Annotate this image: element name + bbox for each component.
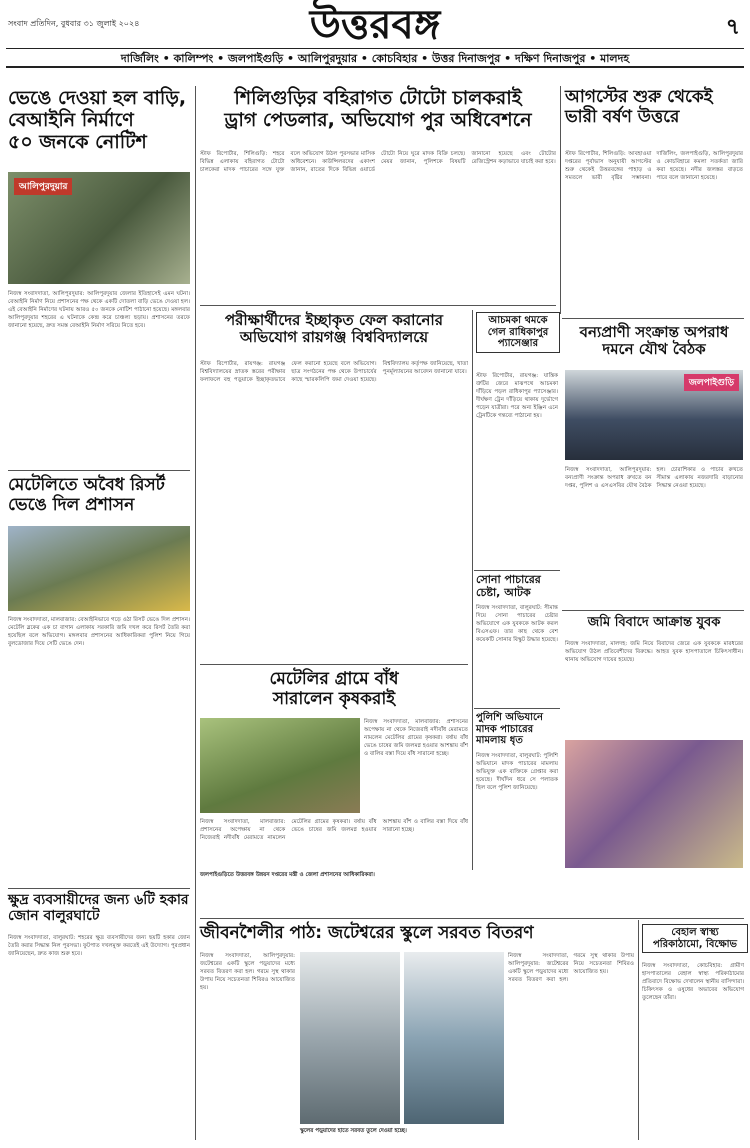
photo-meeting — [565, 740, 743, 868]
divider — [562, 318, 744, 319]
headline: বেহাল স্বাস্থ্য — [671, 927, 719, 938]
page-title: উত্তরবঙ্গ — [309, 2, 441, 48]
headline: বেআইনি নির্মাণে — [8, 108, 134, 131]
headline: মেটেলিতে অবৈধ রিসর্ট — [8, 475, 165, 495]
headline: অভিযোগ রায়গঞ্জ বিশ্ববিদ্যালয়ে — [239, 328, 429, 347]
article-body: নিজস্ব সংবাদদাতা, বালুরঘাট: শহরের ক্ষুদ্র ব্যবসায়ীদের জন্য ছয়টি হকার জোন তৈরি করার সিদ্ধান্ত নিল পুরসভা। ফুটপাত দখলমুক্ত করতেই এই উদ্যোগ। পুরপ্রধান জানিয়েছেন, দ্রুত কাজ শুরু হবে। — [8, 935, 190, 957]
headline: পুলিশি অভিযানে — [476, 712, 543, 723]
article-body: স্টাফ রিপোর্টার, রায়গঞ্জ: রায়গঞ্জ বিশ্ববিদ্যালয়ের স্নাতক স্তরের পরীক্ষার ফলাফলে বহু পড়ুয়াকে ইচ্ছাকৃতভাবে ফেল করানো হয়েছে বলে অভিযোগ। ছাত্র সংগঠনের পক্ষ থেকে উপাচার্যের কাছে স্মারকলিপি জমা দেওয়া হয়েছে। বিশ্ববিদ্যালয় কর্তৃপক্ষ জানিয়েছে, খাতা পুনর্মূল্যায়নের আবেদন জানানো যাবে। — [200, 361, 468, 383]
header-rule-bottom — [6, 66, 744, 68]
article-body: নিজস্ব সংবাদদাতা, আলিপুরদুয়ার: জটেশ্বরের একটি স্কুলে পড়ুয়াদের মধ্যে সরবত বিতরণ করা হল। গরমে সুস্থ থাকার উপায় নিয়ে সচেতনতা শিবিরও আয়োজিত হয়। — [508, 953, 634, 983]
headline: ভারী বর্ষণ উত্তরে — [565, 106, 680, 127]
article-toto — [200, 88, 556, 132]
article-body: স্টাফ রিপোর্টার, শিলিগুড়ি: আবহাওয়া দপ্তরের পূর্বাভাস অনুযায়ী আগস্টের শুরু থেকেই উত্তরবঙ্গের পাহাড় ও সমতলে ভারী বৃষ্টির সম্ভাবনা। দার্জিলিং, জলপাইগুড়ি, আলিপুরদুয়ার ও কোচবিহারে কমলা সতর্কতা জারি করা হয়েছে। নদীর জলস্তর বাড়তে পারে বলে জানানো হয়েছে। — [565, 151, 743, 181]
headline: পরিকাঠামো, বিক্ষোভ — [653, 938, 737, 950]
article-body: নিজস্ব সংবাদদাতা, আলিপুরদুয়ার: বন্যপ্রাণী সংক্রান্ত অপরাধ রুখতে বন দপ্তর, পুলিশ ও এসএসবির যৌথ বৈঠক হল। চোরাশিকার ও পাচার রুখতে সীমান্ত এলাকায় নজরদারি বাড়ানোর সিদ্ধান্ত নেওয়া হয়েছে। — [565, 467, 743, 489]
headline: ড্রাগ পেডলার, অভিযোগ পুর অধিবেশনে — [224, 108, 532, 131]
article-health — [642, 924, 748, 953]
article-body: নিজস্ব সংবাদদাতা, বালুরঘাট: পুলিশি অভিযানে মাদক পাচারের মামলায় অভিযুক্ত এক ব্যক্তিকে গ্রেপ্তার করা হয়েছে। দীর্ঘদিন ধরে সে পলাতক ছিল বলে পুলিশ জানিয়েছে। — [476, 753, 558, 791]
article-body: স্টাফ রিপোর্টার, রায়গঞ্জ: যান্ত্রিক ত্রুটির জেরে মাঝপথে আচমকা দাঁড়িয়ে পড়ল রাধিকাপুর প্যাসেঞ্জার। দীর্ঘক্ষণ ট্রেন দাঁড়িয়ে থাকায় দুর্ভোগে পড়েন যাত্রীরা। পরে অন্য ইঞ্জিন এনে ট্রেনটিকে গন্তব্যে পাঠানো হয়। — [476, 373, 558, 419]
headline: গেল রাধিকাপুর প্যাসেঞ্জার — [487, 326, 549, 349]
photo-resort — [8, 526, 190, 611]
article-wildlife — [565, 324, 743, 359]
divider — [474, 570, 560, 571]
divider — [200, 664, 468, 665]
photo-students-1 — [300, 952, 400, 1124]
divider — [8, 888, 190, 889]
article-body: নিজস্ব সংবাদদাতা, আলিপুরদুয়ার: আলিপুরদুয়ার জেলার ইতিহাসেই এমন ঘটনা। বেআইনি নির্মাণ নিয়ে প্রশাসনের পক্ষ থেকে একটি দোতলা বাড়ি ভেঙে দেওয়া হল। এই বেআইনি নির্মাণের ঘটনায় আরও ৫০ জনকে নোটিশ পাঠানো হয়েছে। মঙ্গলবার আলিপুরদুয়ার শহরের এ ঘটনাকে কেন্দ্র করে চাঞ্চল্য ছড়ায়। প্রশাসনের তরফে জানানো হয়েছে, দ্রুত সমস্ত বেআইনি নির্মাণ সরিয়ে নিতে হবে। — [8, 291, 190, 329]
headline: ভেঙে দিল প্রশাসন — [8, 494, 135, 515]
headline: মামলায় ধৃত — [476, 735, 523, 746]
column-divider — [560, 86, 561, 314]
headline: শিলিগুড়ির বহিরাগত টোটো চালকরাই — [234, 87, 522, 109]
location-tag: আলিপুরদুয়ার — [14, 178, 72, 195]
headline: পরীক্ষার্থীদের ইচ্ছাকৃত ফেল করানোর — [224, 311, 444, 329]
headline: মেটেলির গ্রামে বাঁধ — [269, 669, 399, 689]
photo-students-2 — [404, 952, 504, 1124]
article-exam — [200, 312, 468, 347]
photo-dam — [200, 718, 360, 813]
divider — [200, 918, 744, 919]
headline: ভেঙে দেওয়া হল বাড়ি, — [8, 87, 187, 109]
column-divider — [472, 310, 473, 870]
article-body: স্টাফ রিপোর্টার, শিলিগুড়ি: শহরে বিভিন্ন এলাকায় বহিরাগত টোটো চালকেরা মাদক পাচারের সঙ্গে যুক্ত বলে অভিযোগ উঠল পুরসভার মাসিক অধিবেশনে। কাউন্সিলরদের একাংশ জানান, রাতের দিকে বিভিন্ন ওয়ার্ডে টোটো নিয়ে ঘুরে মাদক বিক্রি চলছে। মেয়র জানান, পুলিশকে বিষয়টি জানানো হয়েছে এবং টোটোর রেজিস্ট্রেশন কড়াভাবে যাচাই করা হবে। — [200, 151, 556, 173]
article-body: নিজস্ব সংবাদদাতা, কোচবিহার: গ্রামীণ হাসপাতালের বেহাল স্বাস্থ্য পরিকাঠামোর প্রতিবাদে বিক্ষোভ দেখালেন স্থানীয় বাসিন্দারা। চিকিৎসক ও ওষুধের অভাবের অভিযোগ তুলেছেন তাঁরা। — [642, 963, 744, 1001]
divider — [562, 610, 744, 611]
photo-wildlife — [565, 370, 743, 460]
divider — [8, 470, 190, 471]
photo-demolish — [8, 172, 190, 284]
photo-caption: স্কুলের পড়ুয়াদের হাতে সরবত তুলে দেওয়া হচ্ছে। — [300, 1128, 407, 1134]
header-rule — [6, 48, 744, 49]
article-body: নিজস্ব সংবাদদাতা, মালদহ: জমি নিয়ে বিবাদের জেরে এক যুবককে মারধরের অভিযোগ উঠল প্রতিবেশীদের বিরুদ্ধে। আহত যুবক হাসপাতালে চিকিৎসাধীন। থানায় অভিযোগ দায়ের হয়েছে। — [565, 641, 743, 663]
article-rain — [565, 88, 743, 127]
divider — [200, 305, 556, 306]
headline: ৫০ জনকে নোটিশ — [8, 130, 147, 153]
header-meta: সংবাদ প্রতিদিন, বুধবার ৩১ জুলাই ২০২৪ — [8, 19, 140, 28]
headline: সোনা পাচারের — [476, 573, 541, 586]
headline: চেষ্টা, আটক — [476, 585, 531, 599]
headline: বন্যপ্রাণী সংক্রান্ত অপরাধ — [579, 323, 729, 341]
article-body: নিজস্ব সংবাদদাতা, বালুরঘাট: সীমান্ত দিয়ে সোনা পাচারের চেষ্টার অভিযোগে এক যুবককে আটক করল বিএসএফ। তার কাছ থেকে বেশ কয়েকটি সোনার বিস্কুট উদ্ধার হয়েছে। — [476, 605, 558, 643]
headline: আগস্টের শুরু থেকেই — [565, 87, 713, 107]
column-divider — [638, 920, 639, 1140]
article-demolish — [8, 88, 190, 154]
district-bar: দার্জিলিং • কালিম্পং • জলপাইগুড়ি • আলিপুরদুয়ার • কোচবিহার • উত্তর দিনাজপুর • দক্ষিণ দিনাজপুর • মালদহ — [120, 52, 630, 65]
article-train — [476, 312, 560, 353]
location-tag: জলপাইগুড়ি — [684, 374, 739, 391]
article-gold — [476, 574, 558, 599]
headline: আচমকা থমকে — [488, 315, 548, 326]
column-divider — [195, 86, 196, 1140]
headline: জীবনশৈলীর পাঠ: জটেশ্বরের স্কুলে সরবত বিতরণ — [200, 923, 534, 943]
article-body: নিজস্ব সংবাদদাতা, মালবাজার: প্রশাসনের অপেক্ষায় না থেকে নিজেরাই নদীবাঁধ মেরামতে নামলেন মেটেলির গ্রামের কৃষকরা। বর্ষায় বাঁধ ভেঙে চাষের জমি জলমগ্ন হওয়ার আশঙ্কায় বাঁশ ও বালির বস্তা দিয়ে বাঁধ সারানো হচ্ছে। — [200, 819, 468, 841]
headline: মাদক পাচারের — [476, 723, 534, 735]
article-resort — [8, 476, 190, 515]
headline: সারালেন কৃষকরাই — [272, 688, 396, 709]
article-body: নিজস্ব সংবাদদাতা, মালবাজার: প্রশাসনের অপেক্ষায় না থেকে নিজেরাই নদীবাঁধ মেরামতে নামলেন মেটেলির গ্রামের কৃষকরা। বর্ষায় বাঁধ ভেঙে চাষের জমি জলমগ্ন হওয়ার আশঙ্কায় বাঁশ ও বালির বস্তা দিয়ে বাঁধ সারানো হচ্ছে। — [364, 719, 468, 757]
divider — [474, 708, 560, 709]
headline: ক্ষুদ্র ব্যবসায়ীদের জন্য ৬টি হকার জোন বালুরঘাটে — [8, 892, 189, 925]
headline: জমি বিবাদে আক্রান্ত যুবক — [587, 615, 721, 630]
article-police — [476, 712, 558, 747]
page-number: ৭ — [725, 15, 740, 40]
article-dam — [200, 670, 468, 709]
photo-caption: জলপাইগুড়িতে উত্তরবঙ্গ উন্নয়ন দপ্তরের মন্ত্রী ও জেলা প্রশাসনের আধিকারিকরা। — [200, 872, 375, 878]
article-body: নিজস্ব সংবাদদাতা, মালবাজার: বেআইনিভাবে গড়ে ওঠা রিসর্ট ভেঙে দিল প্রশাসন। মেটেলি ব্লকের এক চা বাগান এলাকায় সরকারি জমি দখল করে রিসর্ট তৈরি করা হয়েছিল বলে অভিযোগ। মঙ্গলবার প্রশাসনের আধিকারিকরা পুলিশ নিয়ে গিয়ে বুলডোজার দিয়ে সেটি ভেঙে দেন। — [8, 617, 190, 647]
headline: দমনে যৌথ বৈঠক — [602, 340, 706, 359]
article-body: নিজস্ব সংবাদদাতা, আলিপুরদুয়ার: জটেশ্বরের একটি স্কুলে পড়ুয়াদের মধ্যে সরবত বিতরণ করা হল। গরমে সুস্থ থাকার উপায় নিয়ে সচেতনতা শিবিরও আয়োজিত হয়। — [200, 953, 295, 991]
